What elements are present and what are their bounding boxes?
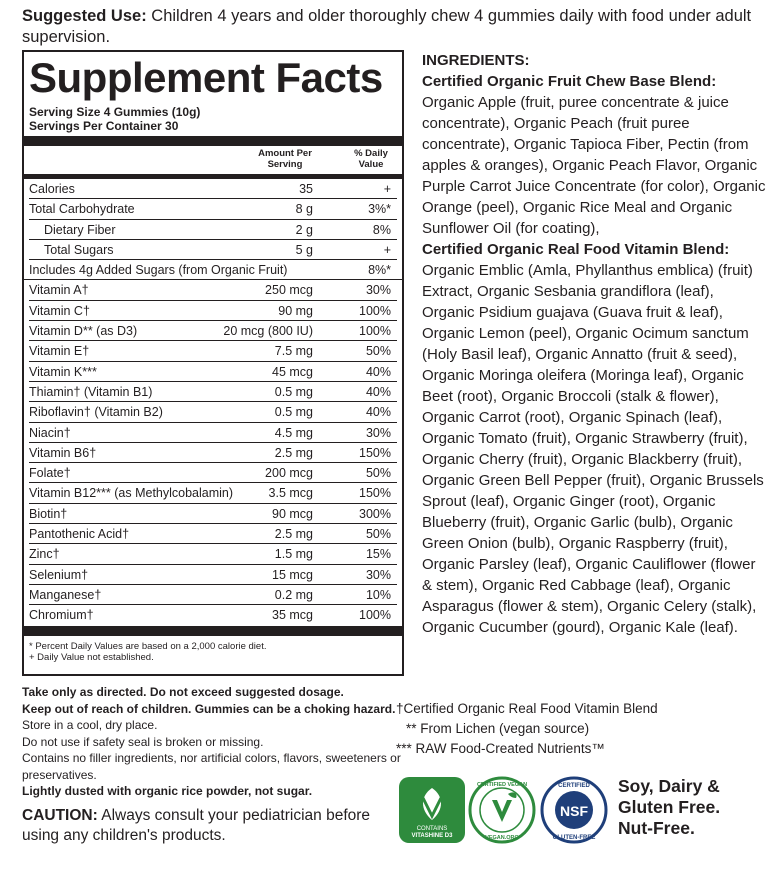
nutrient-dv: 100%	[359, 303, 391, 318]
nutrient-amount: 90 mg	[278, 303, 313, 318]
nutrient-row	[29, 443, 397, 463]
symbol-notes	[396, 699, 756, 759]
nutrient-amount: 35	[299, 182, 313, 196]
allergen-statement	[618, 776, 720, 839]
nutrient-row	[29, 605, 397, 625]
nutrient-row	[29, 301, 397, 321]
nutrient-dv: 40%	[365, 364, 391, 379]
footnote-plus: + Daily Value not established.	[29, 652, 154, 664]
nutrient-name: Vitamin B6†	[29, 445, 97, 460]
nutrient-dv: 150%	[359, 486, 391, 501]
nutrient-amount: 0.2 mg	[274, 587, 313, 602]
nutrient-name: Manganese†	[29, 587, 102, 602]
nutrient-dv: 10%	[365, 587, 391, 602]
blend2-title: Certified Organic Real Food Vitamin Blend:	[422, 241, 730, 258]
nutrient-dv: 30%	[365, 567, 391, 582]
nutrient-row	[29, 585, 397, 605]
nutrient-name: Chromium†	[29, 608, 94, 623]
nutrient-dv: 15%	[365, 547, 391, 562]
nutrient-row	[29, 463, 397, 483]
nutrient-dv: 150%	[359, 445, 391, 460]
nutrient-amount: 2.5 mg	[274, 445, 313, 460]
nutrient-amount: 45 mcg	[272, 364, 313, 379]
nutrient-dv: 50%	[365, 466, 391, 481]
nutrient-amount: 0.5 mg	[274, 405, 313, 420]
nutrient-dv: 100%	[359, 324, 391, 339]
warning-dosage: Take only as directed. Do not exceed suggested dosage.	[22, 685, 344, 699]
nutrient-name: Vitamin E†	[29, 344, 90, 359]
nutrient-amount: 0.5 mg	[274, 384, 313, 399]
nutrient-name: Selenium†	[29, 567, 89, 582]
certified-vegan-badge	[468, 776, 536, 844]
nutrient-amount: 3.5 mcg	[268, 486, 313, 501]
vitashine-d3-badge	[398, 776, 466, 844]
warnings	[22, 684, 402, 800]
facts-footnotes	[29, 641, 397, 664]
nutrient-name: Total Carbohydrate	[29, 202, 135, 217]
nutrient-name: Pantothenic Acid†	[29, 527, 130, 542]
facts-title: Supplement Facts	[29, 54, 383, 101]
nutrient-dv: 100%	[359, 608, 391, 623]
nutrient-row	[29, 280, 397, 300]
nutrient-row	[29, 220, 397, 240]
nutrient-name: Zinc†	[29, 547, 60, 562]
nutrient-dv: 8%*	[368, 263, 391, 278]
nutrient-amount: 15 mcg	[272, 567, 313, 582]
nutrient-row	[29, 179, 397, 199]
caution	[22, 806, 402, 846]
nutrient-amount: 250 mcg	[265, 283, 313, 298]
daily-value-header: % Daily Value	[354, 148, 388, 170]
nutrient-name: Biotin†	[29, 506, 68, 521]
suggested-use	[22, 6, 762, 48]
storage-note: Store in a cool, dry place.	[22, 718, 158, 732]
warning-children: Keep out of reach of children. Gummies can be a choking hazard.	[22, 701, 396, 716]
nutrient-row	[29, 423, 397, 443]
nutrient-amount: 5 g	[295, 242, 313, 257]
nutrient-amount: 20 mcg (800 IU)	[223, 324, 313, 339]
serving-size: Serving Size 4 Gummies (10g)	[29, 105, 201, 119]
vegan-top-text: CERTIFIED VEGAN	[476, 782, 528, 788]
serving-info	[29, 105, 397, 133]
nutrient-row	[24, 260, 402, 280]
nutrient-dv: 300%	[359, 506, 391, 521]
nutrient-name: Total Sugars	[44, 242, 114, 257]
allergen-line3: Nut-Free.	[618, 818, 695, 838]
nutrient-amount: 8 g	[295, 202, 313, 217]
blend1-text: Organic Apple (fruit, puree concentrate & juice concentrate), Organic Peach (fruit puree concentrate), Organic Tapioca Fiber, Pectin (from apples & oranges), Organic Peach Flavor, Organic Purple Carrot Juice Concentrate (for color), Organic Orange (peel), Organic Rice Meal and Organic Sunflower Oil (for coating),	[422, 94, 766, 237]
caution-text: Always consult your pediatrician before using any children's products.	[22, 807, 371, 844]
facts-rows	[29, 179, 397, 626]
nutrient-amount: 90 mcg	[272, 506, 313, 521]
nutrient-row	[29, 565, 397, 585]
blend2-text: Organic Emblic (Amla, Phyllanthus emblica) (fruit) Extract, Organic Sesbania grandiflora (leaf), Organic Psidium guajava (Guava fruit & leaf), Organic Lemon (peel), Organic Ocimum sanctum (Holy Basil leaf), Organic Annatto (fruit & seed), Organic Moringa oleifera (Moringa leaf), Organic Beet (root), Organic Broccoli (stalk & flower), Organic Carrot (root), Organic Spinach (leaf), Organic Tomato (fruit), Organic Strawberry (fruit), Organic Cherry (fruit), Organic Blackberry (fruit), Organic Green Bell Pepper (fruit), Organic Brussels Sprout (leaf), Organic Ginger (root), Organic Blueberry (fruit), Organic Garlic (bulb), Organic Green Onion (bulb), Organic Raspberry (fruit), Organic Parsley (leaf), Organic Cauliflower (flower & stem), Organic Red Cabbage (leaf), Organic Asparagus (flower & stem), Organic Celery (stalk), Organic Cucumber (gourd), Organic Kale (leaf).	[422, 262, 764, 636]
bottom-divider	[24, 626, 402, 636]
nutrient-row	[29, 402, 397, 422]
amount-header: Amount Per Serving	[258, 148, 312, 170]
nutrient-row	[29, 321, 397, 341]
nutrient-name: Calories	[29, 182, 75, 196]
nutrient-dv: 3%*	[368, 202, 391, 217]
nutrient-name: Vitamin C†	[29, 303, 90, 318]
vegan-bottom-text: VEGAN.ORG	[485, 835, 519, 841]
allergen-line1: Soy, Dairy &	[618, 776, 720, 796]
suggested-use-label: Suggested Use:	[22, 7, 147, 25]
nutrient-amount: 35 mcg	[272, 608, 313, 623]
nutrient-row	[29, 240, 397, 260]
ingredients-heading: INGREDIENTS:	[422, 52, 530, 69]
nutrient-dv: 8%	[372, 222, 391, 237]
nutrient-amount: 4.5 mg	[274, 425, 313, 440]
note-double-star: ** From Lichen (vegan source)	[406, 721, 590, 736]
vitashine-line1: CONTAINS	[416, 826, 448, 832]
nutrient-dv: 40%	[365, 405, 391, 420]
nutrient-name: Thiamin† (Vitamin B1)	[29, 384, 153, 399]
allergen-line2: Gluten Free.	[618, 797, 721, 817]
nutrient-amount: 2.5 mg	[274, 527, 313, 542]
nutrient-dv: +	[383, 242, 391, 257]
nutrient-row	[29, 504, 397, 524]
nsf-gluten-free-badge	[540, 776, 608, 844]
nutrient-name: Vitamin A†	[29, 283, 89, 298]
nutrient-dv: 50%	[365, 527, 391, 542]
filler-note: Contains no filler ingredients, nor artificial colors, flavors, sweeteners or preservatives.	[22, 751, 401, 782]
nutrient-dv: +	[383, 182, 391, 196]
nutrient-row	[29, 483, 397, 503]
nutrient-amount: 7.5 mg	[274, 344, 313, 359]
nsf-top-text: CERTIFIED	[558, 783, 590, 789]
dusting-note: Lightly dusted with organic rice powder, not sugar.	[22, 784, 313, 798]
nutrient-dv: 40%	[365, 384, 391, 399]
column-headers	[29, 146, 397, 174]
nutrient-amount: 2 g	[295, 222, 313, 237]
nutrient-row	[29, 341, 397, 361]
supplement-facts-panel	[22, 50, 404, 676]
nutrient-name: Vitamin B12*** (as Methylcobalamin)	[29, 486, 234, 501]
seal-note: Do not use if safety seal is broken or missing.	[22, 734, 264, 749]
nsf-bottom-text: GLUTEN-FREE	[552, 835, 596, 841]
certification-badges	[396, 776, 616, 848]
note-triple-star: *** RAW Food-Created Nutrients™	[396, 741, 605, 756]
nutrient-row	[29, 524, 397, 544]
nutrient-row	[29, 362, 397, 382]
blend1-title: Certified Organic Fruit Chew Base Blend:	[422, 73, 717, 90]
nsf-mark: NSF	[560, 803, 588, 819]
nutrient-name: Vitamin K***	[29, 364, 97, 379]
note-dagger: †Certified Organic Real Food Vitamin Blend	[396, 701, 658, 716]
nutrient-dv: 50%	[365, 344, 391, 359]
nutrient-name: Dietary Fiber	[44, 222, 116, 237]
nutrient-name: Riboflavin† (Vitamin B2)	[29, 405, 163, 420]
footnote-percent: * Percent Daily Values are based on a 2,000 calorie diet.	[29, 640, 267, 652]
nutrient-row	[29, 199, 397, 219]
suggested-use-text: Children 4 years and older thoroughly chew 4 gummies daily with food under adult supervision.	[22, 7, 752, 46]
thick-divider	[24, 136, 402, 146]
ingredients-section	[422, 50, 767, 638]
nutrient-amount: 1.5 mg	[274, 547, 313, 562]
nutrient-name: Folate†	[29, 466, 71, 481]
nutrient-row	[29, 544, 397, 564]
nutrient-name: Niacin†	[29, 425, 71, 440]
nutrient-name: Vitamin D** (as D3)	[29, 324, 138, 339]
nutrient-amount: 200 mcg	[265, 466, 313, 481]
nutrient-dv: 30%	[365, 283, 391, 298]
nutrient-dv: 30%	[365, 425, 391, 440]
caution-label: CAUTION:	[22, 807, 98, 824]
nutrient-row	[29, 382, 397, 402]
servings-per-container: Servings Per Container 30	[29, 119, 179, 133]
nutrient-name: Includes 4g Added Sugars (from Organic Fruit)	[29, 263, 288, 278]
vitashine-line2: VITASHINE D3	[411, 833, 453, 839]
